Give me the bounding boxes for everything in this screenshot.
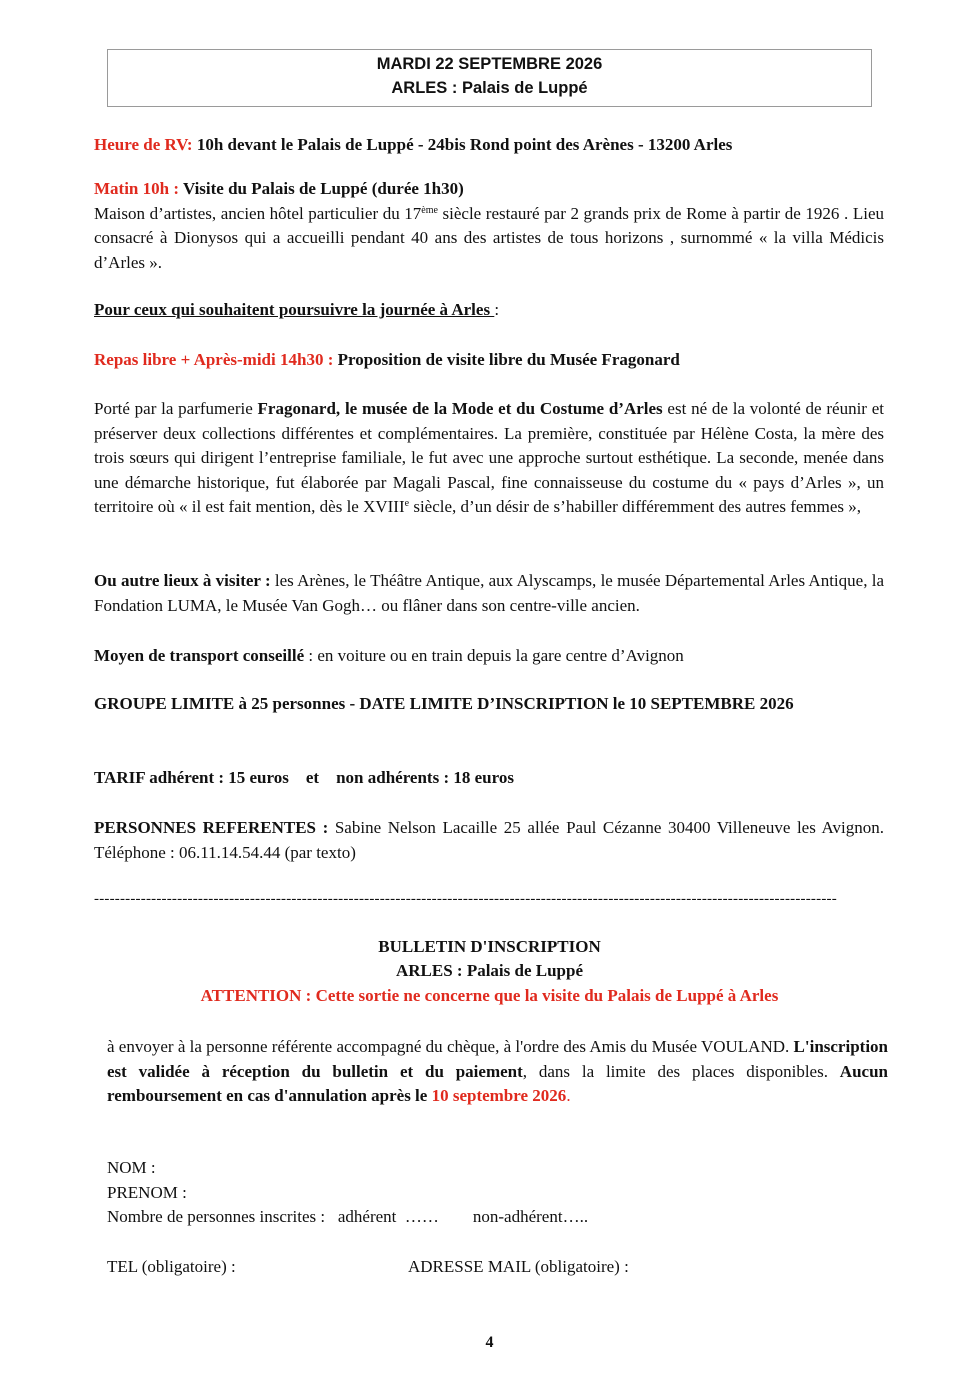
header-box [107, 49, 872, 107]
event-date: MARDI 22 SEPTEMBRE 2026 [376, 55, 603, 73]
bulletin-title: BULLETIN D'INSCRIPTION [378, 937, 601, 956]
bulletin-instructions: à envoyer à la personne référente accompagné du chèque, à l'ordre des Amis du Musée VOULAND. L'inscription est validée à réception du bulletin et du paiement, dans la limite des places disponibles. Aucun remboursement en cas d'annulation après le 10 septembre 2026. [107, 1037, 888, 1106]
page-number: 4 [485, 1334, 494, 1351]
matin-label: Matin 10h : [94, 179, 179, 198]
autres-lieux-paragraph: Ou autre lieux à visiter : les Arènes, le Théâtre Antique, aux Alyscamps, le musée Départemental Arles Antique, la Fondation LUMA, le Musée Van Gogh… ou flâner dans son centre-ville ancien. [94, 571, 884, 615]
apresmidi-label: Repas libre + Après-midi 14h30 : [94, 350, 334, 369]
form-nom-label: NOM : [107, 1158, 156, 1177]
referentes-paragraph: PERSONNES REFERENTES : Sabine Nelson Lacaille 25 allée Paul Cézanne 30400 Villeneuve les Avignon. Téléphone : 06.11.14.54.44 (par texto) [94, 818, 884, 862]
poursuite-heading: Pour ceux qui souhaitent poursuivre la journée à Arles : [94, 300, 500, 319]
form-prenom-label: PRENOM : [107, 1183, 187, 1202]
cut-line-separator: ----------------------------------------------------------------------------------------------------------------------------------------------- [94, 891, 837, 907]
bulletin-subtitle: ARLES : Palais de Luppé [395, 961, 584, 980]
rdv-text: 10h devant le Palais de Luppé - 24bis Rond point des Arènes - 13200 Arles [192, 135, 733, 154]
rdv-label: Heure de RV: [94, 135, 193, 154]
apresmidi-text: Proposition de visite libre du Musée Fragonard [333, 350, 680, 369]
form-tel-label: TEL (obligatoire) : [107, 1257, 236, 1276]
matin-title: Visite du Palais de Luppé (durée 1h30) [179, 179, 464, 198]
form-nombre-personnes: Nombre de personnes inscrites : adhérent …… non-adhérent….. [107, 1207, 589, 1226]
groupe-limite: GROUPE LIMITE à 25 personnes - DATE LIMITE D’INSCRIPTION le 10 SEPTEMBRE 2026 [94, 694, 794, 713]
event-place: ARLES : Palais de Luppé [391, 79, 588, 97]
bulletin-attention: ATTENTION : Cette sortie ne concerne que la visite du Palais de Luppé à Arles [200, 986, 779, 1005]
form-mail-label: ADRESSE MAIL (obligatoire) : [408, 1257, 629, 1276]
matin-section [94, 177, 884, 275]
tarif-line: TARIF adhérent : 15 euros et non adhérents : 18 euros [94, 768, 514, 787]
apresmidi-line [94, 348, 884, 373]
fragonard-paragraph: Porté par la parfumerie Fragonard, le musée de la Mode et du Costume d’Arles est né de la volonté de réunir et préserver deux collections différentes et complémentaires. La première, constituée par Hélène Costa, la mère des trois sœurs qui dirigent l’entreprise familiale, le fut avec une approche surtout esthétique. La seconde, menée dans une démarche historique, fut élaborée par Magali Pascal, fine connaisseuse du costume du « pays d’Arles », un territoire où « il est fait mention, dès le XVIIIe siècle, d’un désir de s’habiller différemment des autres femmes », [94, 399, 884, 517]
transport-line: Moyen de transport conseillé : en voiture ou en train depuis la gare centre d’Avignon [94, 646, 684, 665]
rdv-line [94, 133, 884, 158]
matin-description: Maison d’artistes, ancien hôtel particulier du 17ème siècle restauré par 2 grands prix de Rome à partir de 1926 . Lieu consacré à Dionysos qui a accueilli pendant 40 ans des artistes de tous horizons , surnommé « la villa Médicis d’Arles ». [94, 203, 884, 272]
